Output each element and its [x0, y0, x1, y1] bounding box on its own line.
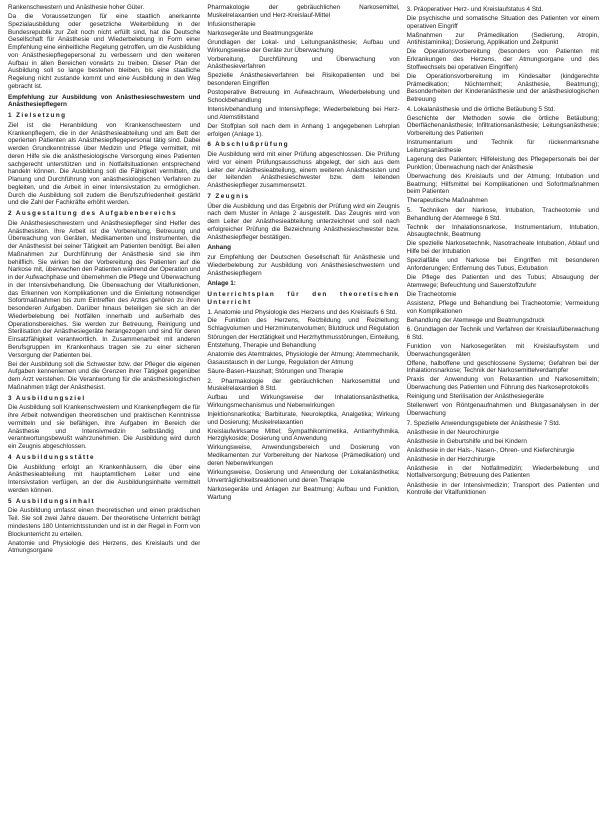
paragraph: Die Operationsvorbereitung im Kindesalter (kindgerechte Prämedikation; Nüchternheit; Anästhesie, Beatmung); Besonderheiten der Kinderanästhesie und der anästhesiologischen Betreuung	[406, 72, 599, 104]
numbered-heading: 2. Pharmakologie der gebräuchlichen Narkosemittel und Muskelrelaxantien 8 Std.	[207, 377, 400, 393]
section-heading: 1 Zielsetzung	[8, 112, 67, 120]
paragraph: Überwachung des Kreislaufs und der Atmung; Intubation und Beatmung; Hilfsmittel bei Komplikationen und Sofortmaßnahmen beim Patienten	[406, 172, 599, 196]
paragraph: Anästhesie in der Herzchirurgie	[406, 455, 496, 463]
paragraph: Kreislaufwirksame Mittel; Sympathikomimetika, Antiarrhythmika, Herzglykoside; Dosierung und Anwendung	[207, 427, 400, 443]
paragraph: Therapeutische Maßnahmen	[406, 197, 488, 205]
paragraph: Anatomie des Atemtraktes, Physiologie der Atmung; Atemmechanik, Gasaustausch in der Lunge, Regulation der Atmung	[207, 350, 400, 366]
paragraph: Spezialfälle und Narkose bei Eingriffen mit besonderen Anforderungen; Entfernung des Tubus, Extubation	[406, 257, 599, 272]
numbered-heading: 5. Techniken der Narkose, Intubation, Tracheotomie und Behandlung der Atemwege 6 Std.	[406, 207, 599, 222]
paragraph: Behandlung der Atemwege und Beatmungsdruck	[406, 316, 545, 324]
paragraph: Die Operationsvorbereitung (besonders von Patienten mit Erkrankungen des Herzens, der Atmungsorgane und des Stoffwechsels bei operativen Eingriffen)	[406, 48, 599, 71]
paragraph: Anästhesie in der Neurochirurgie	[406, 428, 500, 436]
paragraph: Die Ausbildung umfasst einen theoretischen und einen praktischen Teil. Sie soll zwei Jahre dauern. Der theoretische Unterricht beträgt mindestens 180 Unterrichtsstunden und ist in der Regel in Form von Blockunterricht zu erteilen.	[8, 507, 201, 538]
numbered-heading: 1. Anatomie und Physiologie des Herzens und des Kreislaufs 6 Std.	[207, 308, 398, 316]
paragraph: Anästhesie in der Notfallmedizin; Wiederbelebung und Notfallversorgung; Betreuung des Patienten	[406, 464, 599, 480]
section-heading: 3 Ausbildungsziel	[8, 394, 86, 402]
paragraph: Funktion von Narkosegeräten mit Kreislaufsystem und Überwachungsgeräten	[406, 342, 599, 358]
paragraph: Infusionstherapie	[207, 20, 256, 28]
heading: Empfehlung zur Ausbildung von Anästhesieschwestern und Anästhesiepflegern	[8, 93, 201, 109]
paragraph: Störungen der Herztätigkeit und Herzrhythmusstörungen, Einteilung, Entstehung, Therapie und Behandlung	[207, 334, 400, 349]
paragraph: Anatomie und Physiologie des Herzens, des Kreislaufs und der Atmungsorgane	[8, 539, 201, 555]
paragraph: Lagerung des Patienten; Hilfeleistung des Pflegepersonals bei der Punktion; Überwachung nach der Anästhesie	[406, 155, 599, 171]
column-middle	[207, 4, 399, 821]
paragraph: Assistenz, Pflege und Behandlung bei Tracheotomie; Vermeidung von Komplikationen	[406, 299, 599, 315]
paragraph: Praxis der Anwendung von Relaxantien und Narkosemitteln; Überwachung des Patienten und Führung des Narkoseprotokolls	[406, 376, 599, 392]
paragraph: Aufbau und Wirkungsweise der Inhalationsanästhetika, Wirkungsmechanismus und Nebenwirkungen	[207, 394, 400, 409]
paragraph: Der Stoffplan soll nach dem in Anhang 1 angegebenen Lehrplan erfolgen (Anlage 1).	[207, 122, 400, 138]
paragraph: Maßnahmen zur Prämedikation (Sedierung, Atropin, Antihistaminika); Dosierung, Applikation und Zeitpunkt	[406, 31, 599, 47]
paragraph: Intensivbehandlung und Intensivpflege; Wiederbelebung bei Herz- und Atemstillstand	[207, 106, 400, 121]
paragraph: Die Ausbildung wird mit einer Prüfung abgeschlossen. Die Prüfung wird vor einem Prüfungsausschuss abgelegt, der sich aus dem Leiter der Anästhesieabteilung, einem weiteren Anästhesisten und der leitenden Anästhesieschwester bzw. dem leitenden Anästhesiepfleger zusammensetzt.	[207, 151, 400, 190]
paragraph: Instrumentarium und Technik für rückenmarksnahe Leitungsanästhesie	[406, 139, 599, 154]
text-columns	[8, 4, 599, 821]
paragraph: Da die Voraussetzungen für eine staatlich anerkannte Spezialausbildung oder gesetzliche Weiterbildung in der Bundesrepublik zur Zeit noch nicht erfüllt sind, hat die Deutsche Gesellschaft für Anästhesie und Wiederbelebung in Form einer Empfehlung eine einheitliche Regelung getroffen, um die Ausbildung von Anästhesiepflegepersonal zu verbessern und den weiteren Aufbau in allen Bereichen vorwärts zu treiben. Dieser Plan der Ausbildung soll so lange bestehen bleiben, bis eine staatliche Regelung nicht zustande kommt und eine Ausbildung in den Weg gebracht ist.	[8, 13, 201, 90]
paragraph: Rankenschwestern und Anästhesie hoher Güter.	[8, 4, 145, 11]
numbered-heading: 6. Grundlagen der Technik und Verfahren der Kreislaufüberwachung 6 Std.	[406, 326, 599, 342]
paragraph: Grundlagen der Lokal- und Leitungsanästhesie; Aufbau und Wirkungsweise der Geräte zur Überwachung	[207, 38, 400, 54]
paragraph: Anästhesie in der Intensivmedizin; Transport des Patienten und Kontrolle der Vitalfunktionen	[406, 481, 599, 497]
paragraph: Bei der Ausbildung soll die Schwester bzw. der Pfleger die eigenen Aufgaben kennenlernen und die Grenzen ihrer Tätigkeit gegenüber dem Arzt verstehen. Die Verantwortung für die anästhesiologischen Maßnahmen trägt der Anästhesist.	[8, 360, 201, 391]
paragraph: Narkosegeräte und Beatmungsgeräte	[207, 29, 314, 37]
paragraph: Ziel ist die Heranbildung von Krankenschwestern und Krankenpflegern, die in der Anästhesieabteilung und am Bett der operierten Patienten als Anästhesiepflegepersonal tätig sind. Dabei werden Grundkenntnisse über Medizin und Pflege vermittelt, mit deren Hilfe sie die anästhesiologische Versorgung eines Patienten sachgerecht unterstützen und in Notfallsituationen entsprechend handeln können. Die Ausbildung soll die Fähigkeit vermitteln, die Planung und Durchführung von anästhesiologischen Verfahren zu begleiten, und die Arbeit in einer Intensivstation zu ermöglichen. Durch die Ausbildung soll zudem die Berufszufriedenheit gestärkt und die Zahl der Fachkräfte erhöht werden.	[8, 121, 201, 207]
section-heading: 6 Abschlußprüfung	[207, 141, 290, 149]
paragraph: zur Empfehlung der Deutschen Gesellschaft für Anästhesie und Wiederbelebung zur Ausbildung von Anästhesieschwestern und Anästhesiepflegern	[207, 254, 400, 277]
paragraph: Die Pflege des Patienten und des Tubus; Absaugung der Atemwege; Befeuchtung und Sauerstoffzufuhr	[406, 273, 599, 289]
paragraph: Reinigung und Sterilisation der Anästhesiegeräte	[406, 393, 544, 401]
paragraph: Stellenwert von Röntgenaufnahmen und Blutgasanalysen in der Überwachung	[406, 402, 599, 418]
heading: Anlage 1:	[207, 280, 236, 288]
paragraph: Vorbereitung, Durchführung und Überwachung von Anästhesieverfahren	[207, 55, 400, 71]
paragraph: Die Funktion des Herzens, Reizbildung und Reizleitung; Schlagvolumen und Herzminutenvolumen; Blutdruck und Regulation	[207, 317, 400, 333]
paragraph: Die spezielle Narkosetechnik, Nasotracheale Intubation, Ablauf und Hilfe bei der Intubation	[406, 240, 599, 256]
paragraph: Die Anästhesieschwestern und Anästhesiepfleger sind Helfer des Anästhesisten. Ihre Arbeit ist die Vorbereitung, Betreuung und Überwachung von Geräten, Medikamenten und Instrumenten, die der Anästhesist bei seiner Tätigkeit am Patienten benötigt. Bei allen Maßnahmen zur Durchführung der Anästhesie sind sie ihm behilflich. Sie wirken bei der Vorbereitung des Patienten auf die Narkose mit, überwachen den Patienten während der Operation und in der Aufwachphase und übernehmen die Pflege und Überwachung in der Intensivbehandlung. Die Überwachung der Vitalfunktionen, das Erkennen von Komplikationen und die Einleitung notwendiger Sofortmaßnahmen bis zum Eintreffen des Arztes gehören zu ihren besonderen Aufgaben. Darüber hinaus beteiligen sie sich an der Wiederbelebung bei Notfällen innerhalb und außerhalb des Operationsbereiches. Sie werden zur Betreuung, Reinigung und Sterilisation der Anästhesiegeräte herangezogen und sind für deren Einsatzfähigkeit verantwortlich. In Zusammenarbeit mit anderen Berufsgruppen im Krankenhaus tragen sie zu einer sicheren Versorgung der Patienten bei.	[8, 219, 201, 359]
paragraph: Anästhesie in Geburtshilfe und bei Kindern	[406, 437, 527, 445]
paragraph: Über die Ausbildung und das Ergebnis der Prüfung wird ein Zeugnis nach dem Muster in Anlage 2 ausgestellt. Das Zeugnis wird von dem Leiter der Anästhesieabteilung unterzeichnet und soll nach erfolgreicher Prüfung die Bezeichnung Anästhesieschwester bzw. Anästhesiepfleger bestätigen.	[207, 202, 400, 241]
section-heading: 7 Zeugnis	[207, 192, 250, 200]
section-heading: 2 Ausgestaltung des Aufgabenbereichs	[8, 210, 178, 218]
numbered-heading: 7. Spezielle Anwendungsgebiete der Anästhesie 7 Std.	[406, 419, 561, 427]
paragraph: Offene, halboffene und geschlossene Systeme; Gefahren bei der Inhalationsnarkose; Technik der Narkosemittelverdampfer	[406, 359, 599, 375]
numbered-heading: 4. Lokalanästhesie und die örtliche Betäubung 5 Std.	[406, 105, 556, 113]
numbered-heading: 3. Präoperativer Herz- und Kreislaufstatus 4 Std.	[406, 6, 544, 13]
paragraph: Postoperative Betreuung im Aufwachraum, Wiederbelebung und Schockbehandlung	[207, 89, 400, 105]
paragraph: Die Ausbildung erfolgt an Krankenhäusern, die über eine Anästhesieabteilung mit hauptamtlichem Leiter und eine Intensivstation verfügen, an der die Ausbildungsinhalte vermittelt werden können.	[8, 463, 201, 494]
section-heading: 5 Ausbildungsinhalt	[8, 497, 95, 505]
section-heading: 4 Ausbildungsstätte	[8, 453, 95, 461]
paragraph: Technik der Inhalationsnarkose, Instrumentarium, Intubation, Absaugtechnik, Beatmung	[406, 223, 599, 239]
paragraph: Wirkungsweise, Dosierung und Anwendung der Lokalanästhetika; Unverträglichkeitsreaktionen und deren Therapie	[207, 468, 400, 484]
section-heading: Unterrichtsplan für den theoretischen Unterricht	[207, 291, 400, 306]
paragraph: Pharmakologie der gebräuchlichen Narkosemittel, Muskelrelaxantien und Herz-Kreislauf-Mittel	[207, 4, 400, 19]
paragraph: Die psychische und somatische Situation des Patienten vor einem operativen Eingriff	[406, 14, 599, 30]
heading: Anhang	[207, 244, 231, 252]
paragraph: Die Ausbildung soll Krankenschwestern und Krankenpflegern die für ihre Arbeit notwendigen theoretischen und praktischen Kenntnisse vermitteln und sie befähigen, ihre Aufgaben im Bereich der Anästhesie und Intensivmedizin selbständig und verantwortungsbewußt wahrzunehmen. Die Ausbildung wird durch ein Zeugnis abgeschlossen.	[8, 404, 201, 451]
column-right	[407, 4, 599, 821]
paragraph: Narkosegeräte und Anlagen zur Beatmung; Aufbau und Funktion, Wartung	[207, 485, 400, 501]
column-left	[8, 4, 200, 821]
paragraph: Spezielle Anästhesieverfahren bei Risikopatienten und bei besonderen Eingriffen	[207, 72, 400, 88]
paragraph: Säure-Basen-Haushalt; Störungen und Therapie	[207, 367, 344, 375]
paragraph: Anästhesie in der Hals-, Nasen-, Ohren- und Kieferchirurgie	[406, 446, 575, 454]
paragraph: Wirkungsweise, Anwendungsbereich und Dosierung von Medikamenten zur Vorbereitung der Narkose (Prämedikation) und deren Nebenwirkungen	[207, 444, 400, 467]
paragraph: Geschichte der Methoden sowie die örtliche Betäubung; Oberflächenanästhesie; Infiltrationsanästhesie; Leitungsanästhesie; Vorbereitung des Patienten	[406, 114, 599, 138]
paragraph: Injektionsnarkotika; Barbiturate, Neuroleptika, Analgetika; Wirkung und Dosierung; Muskelrelaxantien	[207, 410, 400, 426]
paragraph: Die Tracheotomie	[406, 290, 457, 298]
